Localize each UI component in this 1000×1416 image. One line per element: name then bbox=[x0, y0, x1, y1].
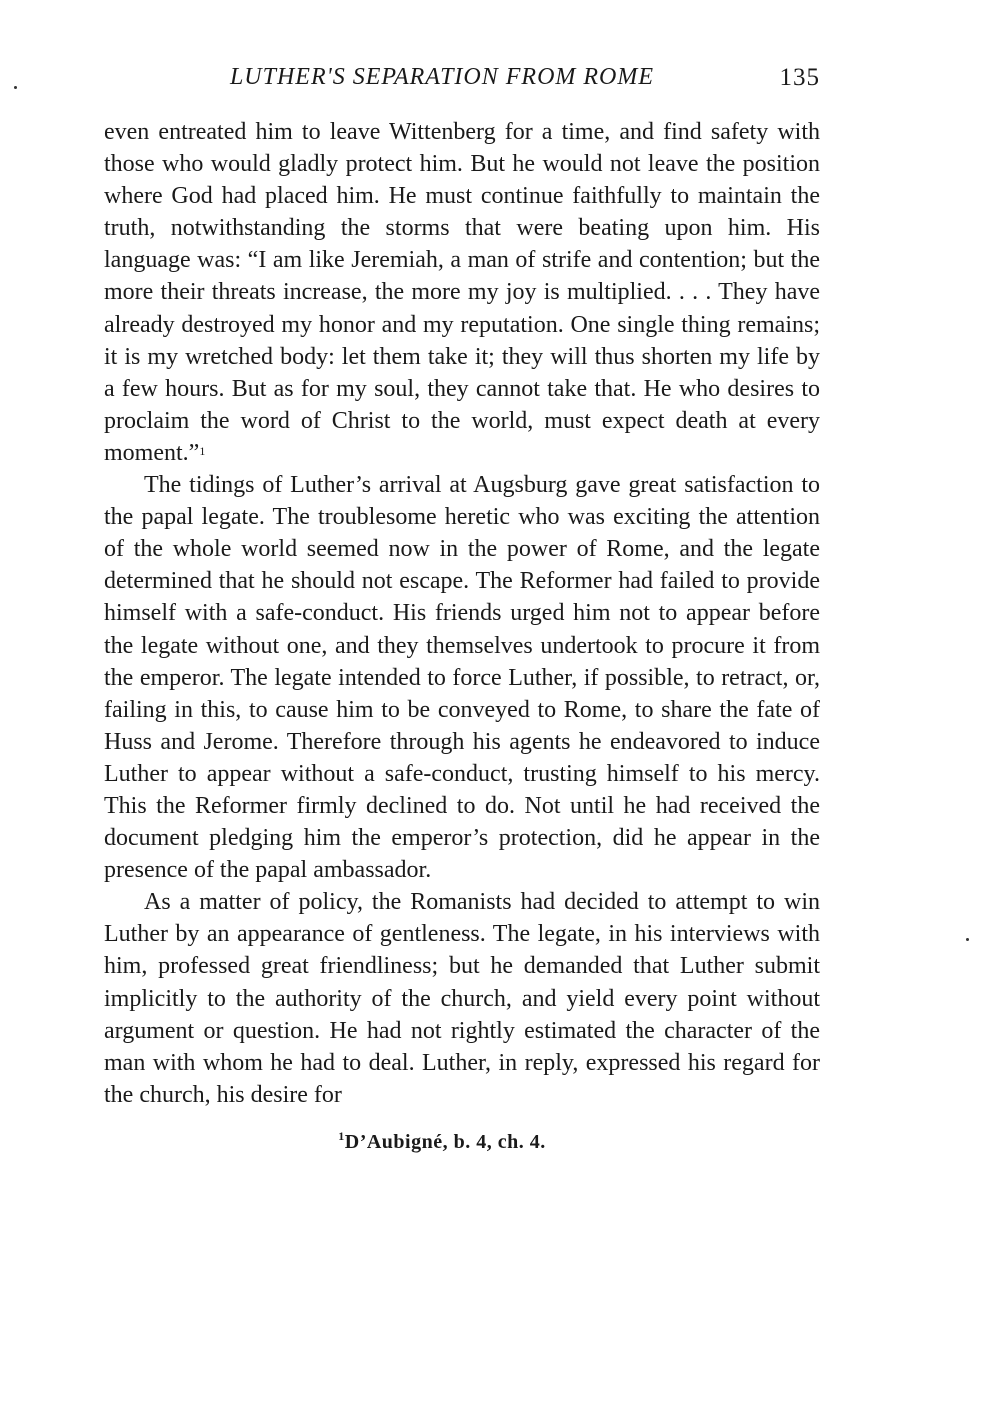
paragraph-1 bbox=[104, 116, 820, 469]
paragraph-3 bbox=[104, 886, 820, 1111]
footnote-reference: 1 bbox=[199, 443, 206, 458]
book-page bbox=[104, 60, 820, 1154]
running-head bbox=[104, 60, 820, 100]
page-number: 135 bbox=[779, 64, 820, 91]
paragraph-text: The tidings of Luther’s arrival at Augsburg gave great satisfaction to the papal legate. The troublesome heretic who was exciting the attention of the whole world seemed now in the power of Rome, and the legate determined that he should not escape. The Reformer had failed to provide himself with a safe-conduct. His friends urged him not to appear before the legate without one, and they themselves undertook to procure it from the emperor. The legate intended to force Luther, if possible, to retract, or, failing in this, to cause him to be conveyed to Rome, to share the fate of Huss and Jerome. Therefore through his agents he endeavored to induce Luther to appear without a safe-conduct, trusting himself to his mercy. This the Reformer firmly declined to do. Not until he had received the document pledging him the emperor’s protection, did he appear in the presence of the papal ambassador. bbox=[104, 472, 820, 884]
paragraph-2 bbox=[104, 469, 820, 886]
margin-speck bbox=[966, 938, 969, 941]
body-text bbox=[104, 116, 820, 1111]
footnote-text: D’Aubigné, b. 4, ch. 4. bbox=[344, 1130, 546, 1153]
footnote-marker: 1 bbox=[338, 1128, 345, 1143]
paragraph-text: As a matter of policy, the Romanists had decided to attempt to win Luther by an appearance of gentleness. The legate, in his interviews with him, professed great friendliness; but he demanded that Luther submit implicitly to the authority of the church, and yield every point without argument or question. He had not rightly estimated the character of the man with whom he had to deal. Luther, in reply, expressed his regard for the church, his desire for bbox=[104, 889, 820, 1108]
paragraph-text: even entreated him to leave Wittenberg for a time, and find safety with those who would gladly protect him. But he would not leave the position where God had placed him. He must continue faithfully to maintain the truth, notwithstanding the storms that were beating upon him. His language was: “I am like Jeremiah, a man of strife and contention; but the more their threats increase, the more my joy is multiplied. . . . They have already destroyed my honor and my reputation. One single thing remains; it is my wretched body: let them take it; they will thus shorten my life by a few hours. But as for my soul, they cannot take that. He who desires to proclaim the word of Christ to the world, must expect death at every moment.” bbox=[104, 119, 820, 466]
margin-speck bbox=[14, 86, 17, 89]
chapter-title: LUTHER'S SEPARATION FROM ROME bbox=[229, 64, 655, 90]
footnote bbox=[104, 1128, 820, 1154]
